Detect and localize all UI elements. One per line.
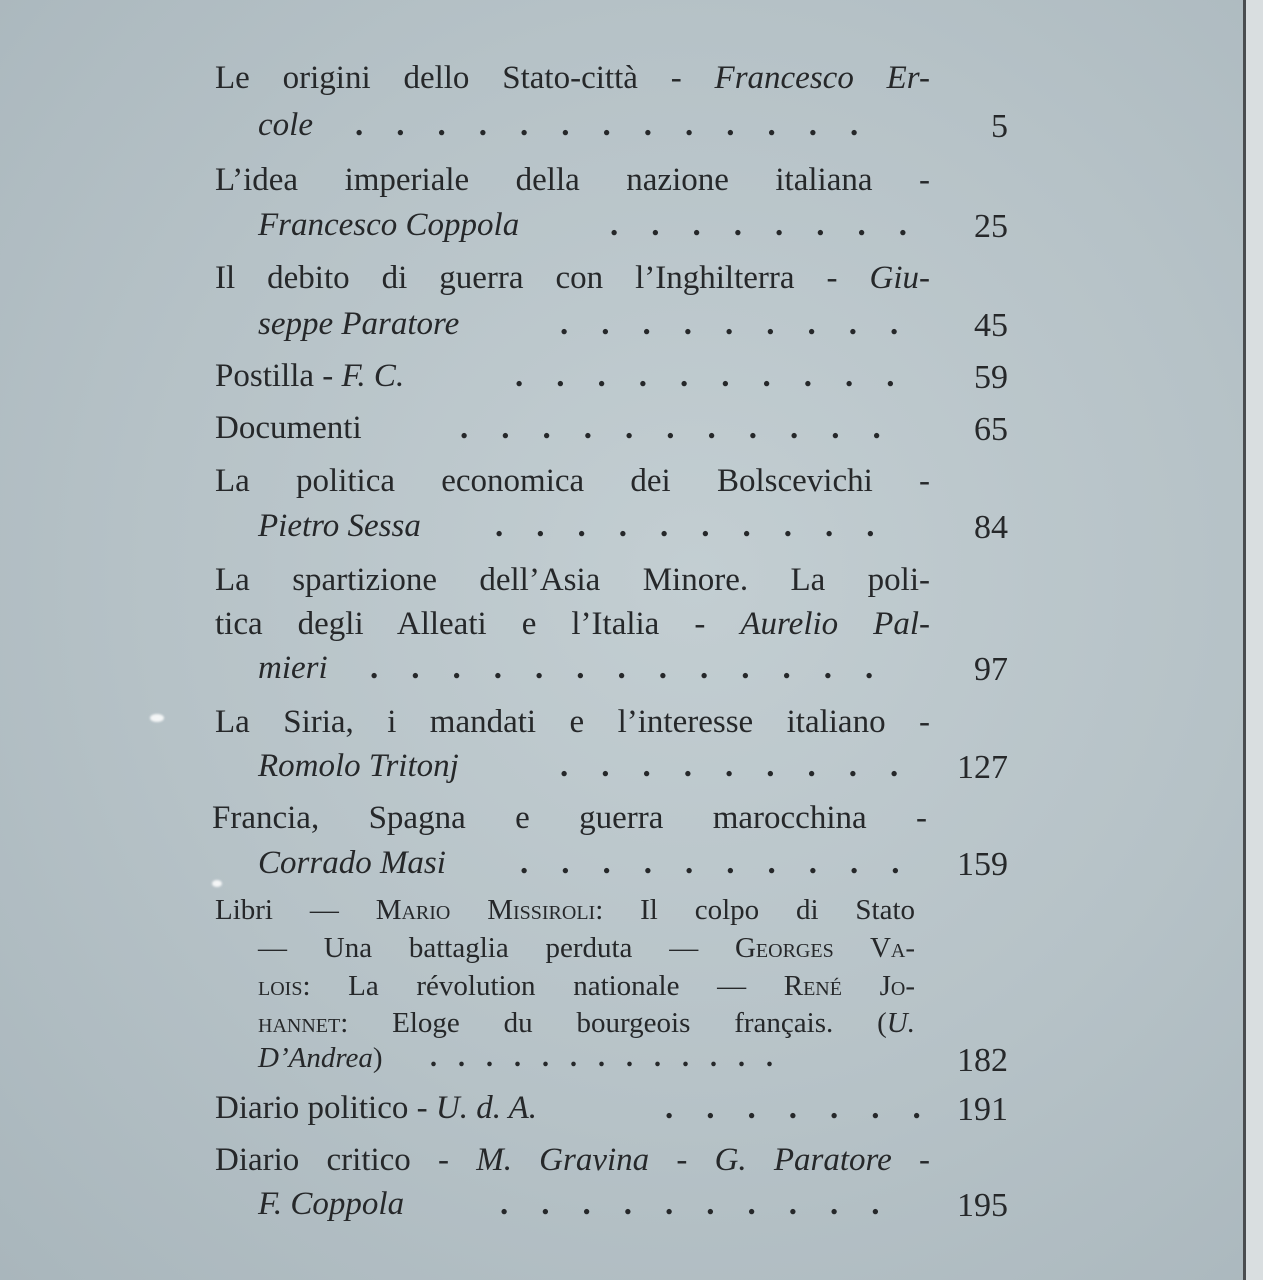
toc-line bbox=[215, 461, 930, 501]
toc-line bbox=[215, 1140, 930, 1180]
page-number: 97 bbox=[974, 651, 1008, 688]
toc-line bbox=[258, 1184, 478, 1224]
entry-author: D’Andrea bbox=[258, 1042, 373, 1074]
entry-title: La spartizione dell’Asia Minore. La poli- bbox=[215, 562, 930, 598]
leader-dots: . . . . . . . . . . bbox=[520, 845, 900, 881]
separator: - bbox=[659, 606, 741, 642]
separator: - bbox=[794, 260, 870, 296]
separator: - bbox=[408, 1090, 436, 1126]
entry-title: tica degli Alleati e l’Italia bbox=[215, 606, 660, 642]
page-number: 191 bbox=[957, 1091, 1008, 1128]
book-title: : La révolution nationale — bbox=[302, 970, 784, 1002]
page-edge-strip bbox=[1246, 0, 1263, 1280]
glare-spot bbox=[150, 714, 164, 722]
separator: - bbox=[314, 358, 342, 394]
entry-author: Giu- bbox=[869, 260, 930, 296]
entry-author: M. Gravina bbox=[476, 1142, 650, 1178]
toc-line bbox=[258, 930, 915, 966]
entry-author: Francesco Coppola bbox=[258, 207, 520, 243]
page-number: 25 bbox=[974, 208, 1008, 245]
entry-author: U. bbox=[886, 1007, 915, 1039]
leader-dots: . . . . . . . bbox=[665, 1090, 921, 1126]
toc-line bbox=[215, 258, 930, 298]
separator: - bbox=[885, 704, 930, 740]
separator: - bbox=[872, 162, 930, 198]
toc-line bbox=[215, 58, 930, 98]
entry-author: Aurelio Pal- bbox=[740, 606, 930, 642]
separator: - bbox=[637, 60, 715, 96]
toc-line bbox=[258, 746, 548, 786]
entry-title: Postilla bbox=[215, 358, 315, 394]
toc-line bbox=[258, 843, 508, 883]
toc-line bbox=[258, 1040, 418, 1076]
entry-title: La Siria, i mandati e l’interesse italiano bbox=[215, 704, 886, 740]
entry-title: Diario politico bbox=[215, 1090, 409, 1126]
page-number: 195 bbox=[957, 1187, 1008, 1224]
entry-title: Libri — bbox=[215, 894, 376, 926]
toc-line bbox=[258, 648, 358, 688]
page-number: 45 bbox=[974, 307, 1008, 344]
page-number: 84 bbox=[974, 509, 1008, 546]
page-number: 59 bbox=[974, 359, 1008, 396]
page-number: 127 bbox=[957, 749, 1008, 786]
separator: - bbox=[410, 1142, 477, 1178]
toc-line bbox=[258, 968, 915, 1004]
book-title: — Una battaglia perduta — bbox=[258, 932, 735, 964]
entry-author: Pietro Sessa bbox=[258, 508, 421, 544]
glare-spot bbox=[212, 880, 222, 887]
entry-title: Le origini dello Stato-città bbox=[215, 60, 638, 96]
page-number: 182 bbox=[957, 1042, 1008, 1079]
separator: - bbox=[649, 1142, 715, 1178]
entry-title: La politica economica dei Bolscevichi bbox=[215, 463, 873, 499]
leader-dots: . . . . . . . . . bbox=[560, 748, 899, 784]
leader-dots: . . . . . . . . . . . . . bbox=[430, 1042, 773, 1073]
book-title: : Eloge du bourgeois français. ( bbox=[340, 1007, 887, 1039]
entry-author: seppe Paratore bbox=[258, 306, 460, 342]
entry-title: L’idea imperiale della nazione italiana bbox=[215, 162, 873, 198]
entry-author: F. C. bbox=[341, 358, 405, 394]
entry-author: cole bbox=[258, 107, 313, 143]
entry-title: Documenti bbox=[215, 410, 362, 446]
separator: - bbox=[866, 800, 927, 836]
leader-dots: . . . . . . . . . . . . . bbox=[370, 650, 874, 686]
page-number: 65 bbox=[974, 411, 1008, 448]
book-author: hannet bbox=[258, 1007, 341, 1039]
entry-author: Corrado Masi bbox=[258, 845, 446, 881]
book-title: : Il colpo di Stato bbox=[595, 894, 915, 926]
entry-author: mieri bbox=[258, 650, 328, 686]
toc-line bbox=[258, 1005, 915, 1041]
entry-author: U. d. A. bbox=[435, 1090, 538, 1126]
toc-line bbox=[215, 160, 930, 200]
punctuation: ) bbox=[372, 1042, 383, 1074]
entry-author: F. Coppola bbox=[258, 1186, 405, 1222]
page-number: 5 bbox=[991, 108, 1008, 145]
leader-dots: . . . . . . . . . . . . . bbox=[355, 107, 859, 143]
toc-line bbox=[215, 408, 435, 448]
toc-line bbox=[258, 304, 548, 344]
book-author: lois bbox=[258, 970, 303, 1002]
toc-line bbox=[258, 105, 348, 145]
book-author: Georges Va- bbox=[734, 932, 916, 964]
leader-dots: . . . . . . . . . . . bbox=[460, 410, 881, 446]
toc-line bbox=[215, 356, 515, 396]
entry-title: Francia, Spagna e guerra marocchina bbox=[212, 800, 867, 836]
toc-line bbox=[215, 892, 915, 928]
toc-line bbox=[258, 205, 598, 245]
leader-dots: . . . . . . . . . bbox=[560, 306, 899, 342]
toc-line bbox=[215, 702, 930, 742]
leader-dots: . . . . . . . . bbox=[610, 207, 907, 243]
book-author: Mario Missiroli bbox=[375, 894, 596, 926]
leader-dots: . . . . . . . . . . bbox=[500, 1186, 880, 1222]
entry-title: Diario critico bbox=[215, 1142, 411, 1178]
leader-dots: . . . . . . . . . . bbox=[515, 358, 895, 394]
page-number: 159 bbox=[957, 846, 1008, 883]
separator: - bbox=[872, 463, 930, 499]
leader-dots: . . . . . . . . . . bbox=[495, 508, 875, 544]
toc-line bbox=[215, 604, 930, 644]
entry-author: Francesco Er- bbox=[714, 60, 930, 96]
separator: - bbox=[891, 1142, 930, 1178]
book-author: René Jo- bbox=[783, 970, 915, 1002]
toc-line bbox=[212, 798, 927, 838]
toc-line bbox=[258, 506, 478, 546]
entry-title: Il debito di guerra con l’Inghilterra bbox=[215, 260, 795, 296]
entry-author: G. Paratore bbox=[714, 1142, 892, 1178]
toc-line bbox=[215, 560, 930, 600]
toc-line bbox=[215, 1088, 655, 1128]
entry-author: Romolo Tritonj bbox=[258, 748, 459, 784]
